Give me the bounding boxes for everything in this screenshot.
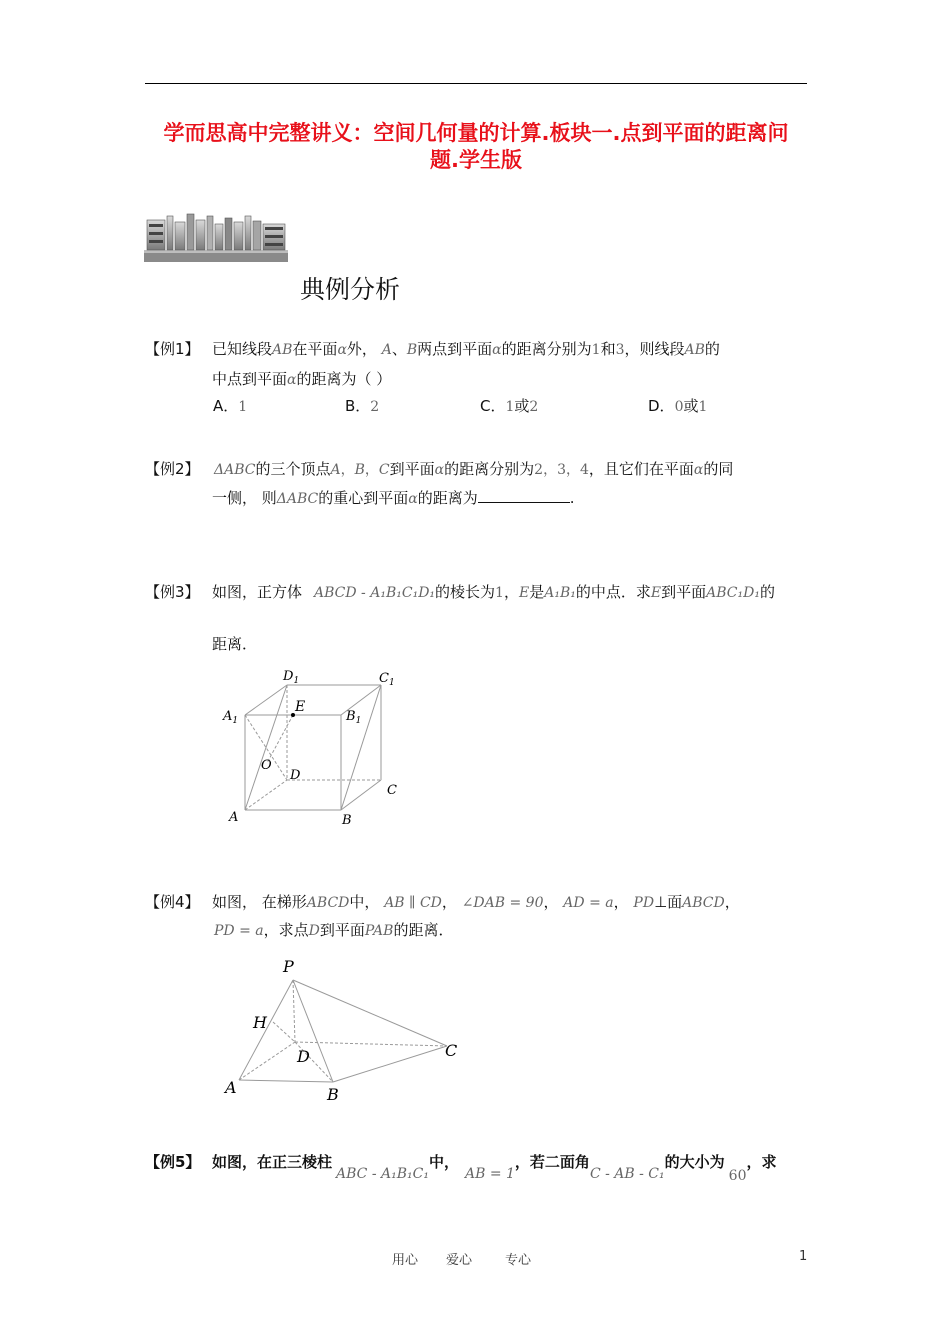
label-d: D xyxy=(297,1047,310,1066)
label-a: A xyxy=(225,1078,237,1097)
edge-ad xyxy=(245,780,287,810)
example-4-line-2: PD = a，求点D到平面PAB的距离． xyxy=(214,921,454,939)
edge-pd xyxy=(293,980,295,1042)
svg-text:B1: $B_1$ xyxy=(346,709,362,726)
edge-a1d1 xyxy=(245,685,287,715)
example-2-line-1: ΔABC的三个顶点A，B，C到平面α的距离分别为2，3，4，且它们在平面α的同 xyxy=(214,460,734,478)
example-3-label: 【例3】 xyxy=(145,583,200,601)
pyramid-figure xyxy=(215,950,485,1110)
example-2-line-2: 一侧， 则ΔABC的重心到平面α的距离为 . xyxy=(212,489,575,507)
edge-bc xyxy=(333,1046,447,1082)
segment-eo xyxy=(267,715,293,763)
page-number: 1 xyxy=(799,1249,808,1264)
example-1-label: 【例1】 xyxy=(145,340,200,358)
label-c: C xyxy=(387,783,397,798)
example-4-line-1: 如图， 在梯形ABCD中， AB ∥ CD， ∠DAB = 90， AD = a， PD⊥面ABCD， xyxy=(212,893,740,911)
answer-blank xyxy=(478,488,570,503)
option-c: C．1或2 xyxy=(480,397,539,415)
example-5-label: 【例5】 xyxy=(145,1153,201,1171)
footer-yongxin: 用心 xyxy=(392,1253,419,1268)
example-4-label: 【例4】 xyxy=(145,893,200,911)
label-b: B xyxy=(327,1085,339,1104)
bookshelf-logo xyxy=(143,212,289,266)
option-d: D．0或1 xyxy=(648,397,708,415)
title-line-1: 学而思高中完整讲义：空间几何量的计算.板块一.点到平面的距离问 xyxy=(163,121,789,145)
label-b: B xyxy=(342,813,352,828)
document-title xyxy=(140,120,812,174)
edge-pb xyxy=(293,980,333,1082)
label-c1: C xyxy=(379,671,389,686)
label-h: H xyxy=(253,1013,267,1032)
section-heading: 典例分析 xyxy=(300,275,401,304)
label-o: O xyxy=(261,758,272,773)
edge-ab xyxy=(239,1080,333,1082)
svg-text:A1: $A_1$ xyxy=(223,709,239,726)
label-c: C xyxy=(445,1041,458,1060)
label-a: A xyxy=(229,810,239,825)
edge-pc xyxy=(293,980,447,1046)
diag-bc1 xyxy=(341,685,381,810)
option-b: B．2 xyxy=(345,397,380,415)
label-p: P xyxy=(283,957,294,976)
example-5-line-1: 如图，在正三棱柱ABC - A₁B₁C₁中，AB = 1，若二面角C - AB - C₁的大小为60，求 xyxy=(212,1153,777,1184)
diag-ad1 xyxy=(245,685,287,810)
svg-text:D1: $D_1$ xyxy=(283,669,300,686)
footer-zhuanxin: 专心 xyxy=(505,1253,532,1268)
edge-bc xyxy=(341,780,381,810)
label-d1: D xyxy=(283,669,294,684)
example-3-line-2: 距离． xyxy=(212,635,258,653)
label-b1: B xyxy=(346,709,356,724)
option-a: A．1 xyxy=(213,397,248,415)
example-1-line-2: 中点到平面α的距离为（ ） xyxy=(212,370,392,388)
title-line-2: 题.学生版 xyxy=(430,148,522,172)
svg-text:C1: $C_1$ xyxy=(379,671,395,688)
footer-aixin: 爱心 xyxy=(446,1253,473,1268)
cube-figure xyxy=(215,665,405,830)
label-d: D xyxy=(290,768,301,783)
example-1-line-1: 已知线段AB在平面α外， A、B两点到平面α的距离分别为1和3，则线段AB的 xyxy=(212,340,720,358)
example-3-line-1: 如图，正方体 ABCD - A₁B₁C₁D₁的棱长为1，E是A₁B₁的中点．求E到平面ABC₁D₁的 xyxy=(212,583,775,601)
example-2-label: 【例2】 xyxy=(145,460,200,478)
header-rule xyxy=(145,83,807,84)
edge-ad xyxy=(239,1042,295,1080)
label-e: E xyxy=(295,699,306,715)
label-a1: A xyxy=(223,709,233,724)
segment-hd xyxy=(273,1022,295,1042)
